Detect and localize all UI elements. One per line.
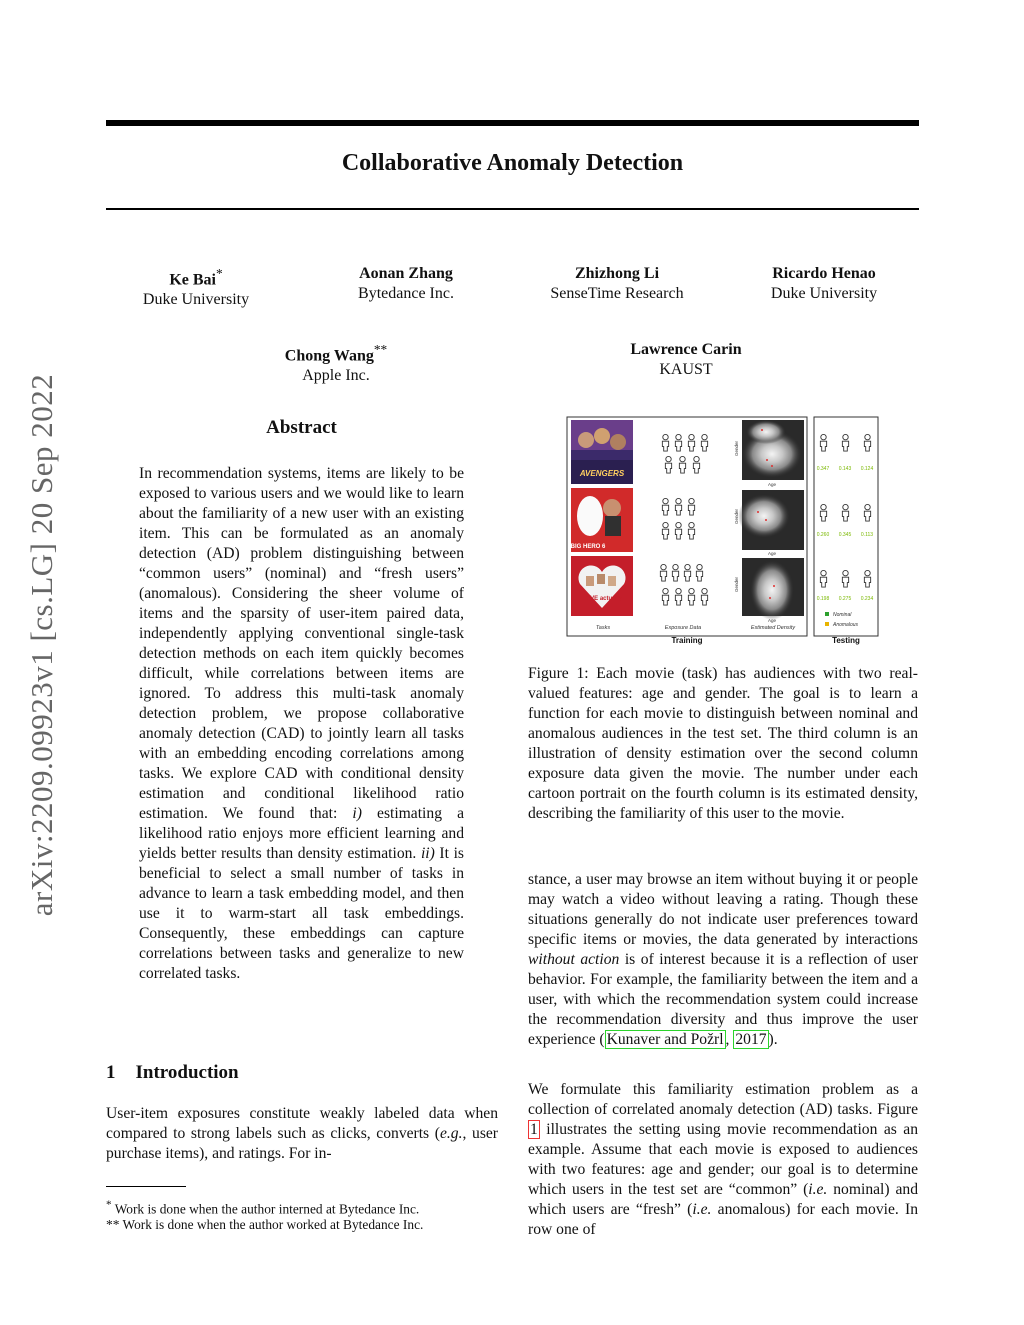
figure-1 [566, 416, 880, 648]
legend-anomalous-swatch [825, 622, 829, 626]
paper-title: Collaborative Anomaly Detection [341, 150, 684, 176]
abstract-marker: i) [352, 805, 362, 822]
author-block [742, 264, 906, 304]
citation-authors[interactable]: Kunaver and Požrl [606, 1031, 724, 1048]
body-text: We formulate this familiarity estimation problem as a collection of correlated anomaly detection (AD) tasks. Figure [528, 1081, 918, 1118]
density-score: 0.345 [838, 532, 852, 538]
title-rule-bottom [106, 208, 919, 210]
intro-text: , user purchase items), and ratings. For in- [106, 1125, 499, 1162]
author-affiliation: Apple Inc. [302, 367, 370, 385]
column-label-tasks: Tasks [595, 625, 611, 631]
testing-frame [814, 417, 878, 636]
figure-1-caption: Figure 1: Each movie (task) has audiences with two real-valued features: age and gender. The goal is to learn a function for each movie to distinguish between nominal and anomalous audiences in the test set. The third column is an illustration of density estimation over the second column exposure data given the movie. The number under each cartoon portrait on the fourth column is its estimated density, describing the familiarity of this user to the movie. [528, 665, 918, 822]
figure-ref-link[interactable]: 1 [530, 1121, 538, 1138]
axis-label-gender: Gender [734, 440, 739, 456]
abstract-marker: ii) [420, 845, 435, 862]
author-name: Zhizhong Li [574, 265, 660, 282]
abstract-text: It is beneficial to select a small number of tasks in advance to learn a task embedding model, and then use it to warm-start all task embeddings. Consequently, these embeddings can capture correlations between tasks and generalize to new correlated tasks. [139, 845, 464, 982]
arxiv-side-identifier [12, 350, 72, 940]
footnote-text: Work is done when the author worked at Bytedance Inc. [122, 1217, 424, 1233]
citation-year[interactable]: 2017 [735, 1031, 767, 1048]
title-rule-top [106, 120, 919, 126]
abstract-body [139, 464, 464, 984]
section-heading-introduction [106, 1062, 466, 1084]
footnote-mark: * [106, 1199, 112, 1211]
body-em: i.e. [808, 1181, 828, 1198]
label-testing: Testing [832, 636, 860, 645]
exposure-people-row-1 [662, 434, 707, 473]
author-affiliation: Bytedance Inc. [358, 285, 454, 302]
testing-people-row-3 [817, 570, 874, 602]
density-score: 0.113 [860, 532, 874, 538]
footnote-text: Work is done when the author interned at Bytedance Inc. [114, 1201, 420, 1217]
axis-label-gender: Gender [734, 508, 739, 524]
author-mark: * [216, 266, 223, 281]
footnote-rule [106, 1186, 186, 1187]
density-plot-2 [734, 490, 804, 556]
author-name: Ke Bai [169, 271, 216, 289]
body-text: is of interest because it is a reflection of user behavior. For example, the familiarity between the item and a user, with which the recommendation system could increase the recommendation diversity and thus improve the user experience ( [528, 951, 918, 1048]
legend-anomalous: Anomalous [833, 622, 859, 628]
testing-people-row-2 [817, 504, 874, 538]
body-text: stance, a user may browse an item without buying it or people may watch a video without leaving a rating. Though these situations generally do not indicate user preferences toward specific items or movies, the data generated by interactions [528, 871, 918, 948]
axis-label-age: Age [767, 482, 777, 487]
author-block [326, 264, 486, 304]
intro-em: e.g. [439, 1125, 463, 1142]
testing-people-row-1 [817, 434, 874, 472]
axis-label-gender: Gender [734, 576, 739, 592]
body-text: ). [768, 1031, 778, 1048]
abstract-text: estimating a likelihood ratio enjoys more efficient learning and yields better results than density estimation. [139, 805, 464, 862]
poster-label: LOVE actually [581, 596, 623, 602]
density-score: 0.143 [838, 466, 852, 472]
body-text: illustrates the setting using movie recommendation as an example. Assume that each movie is exposed to audiences with two features: age and gender; our goal is to determine which users in the test set are “common” ( [528, 1121, 918, 1198]
author-name: Chong Wang [284, 347, 374, 365]
citation-link[interactable] [605, 1030, 726, 1049]
author-name: Ricardo Henao [772, 265, 876, 282]
density-score: 0.260 [816, 532, 830, 538]
author-affiliation: Duke University [142, 291, 250, 309]
author-block [527, 264, 707, 304]
figure-legend [825, 612, 859, 628]
author-affiliation: Duke University [770, 285, 878, 302]
density-score: 0.198 [816, 596, 830, 602]
abstract-heading: Abstract [266, 417, 337, 438]
body-em: i.e. [692, 1201, 712, 1218]
column-label-exposure: Exposure Data [664, 625, 702, 631]
arxiv-id-text: arXiv:2209.09923v1 [cs.LG] 20 Sep 2022 [24, 373, 59, 917]
author-name: Lawrence Carin [630, 341, 742, 358]
legend-nominal-swatch [825, 612, 829, 616]
exposure-people-row-3 [660, 564, 707, 605]
author-mark: ** [373, 342, 388, 357]
poster-avengers [571, 420, 633, 484]
density-score: 0.124 [860, 466, 874, 472]
poster-label: BIG HERO 6 [570, 544, 606, 550]
right-column-paragraph-2 [528, 1080, 918, 1240]
legend-nominal: Nominal [833, 612, 852, 618]
intro-paragraph [106, 1104, 498, 1164]
body-em: without action [528, 951, 620, 968]
section-title: Introduction [135, 1062, 239, 1083]
axis-label-age: Age [767, 618, 777, 623]
density-score: 0.234 [860, 596, 874, 602]
poster-big-hero-6 [571, 488, 633, 552]
poster-love-actually [571, 556, 633, 616]
abstract-text: In recommendation systems, items are likely to be exposed to various users and we would like to learn about the familiarity of a new user with an existing item. This can be formulated as an anomaly detection (AD) problem distinguishing between “common users” (nominal) and “fresh users” (anomalous). Considering the sheer volume of items and the sparsity of user-item paired data, independently applying conventional single-task detection methods on each item quickly becomes difficult, while correlations between items are ignored. To address this multi-task anomaly detection problem, we propose collaborative anomaly detection (CAD) to jointly learn all tasks with an embedding encoding correlations among tasks. We explore CAD with conditional density estimation and conditional likelihood ratio estimation. We found that: [139, 465, 464, 822]
axis-label-age: Age [767, 551, 777, 556]
label-training: Training [671, 636, 703, 645]
footnotes [106, 1197, 506, 1233]
density-plot-3 [734, 558, 804, 623]
author-block [116, 264, 276, 310]
right-column-paragraph-1 [528, 870, 918, 1050]
column-label-density: Estimated Density [750, 625, 796, 631]
author-name: Aonan Zhang [359, 265, 453, 282]
density-score: 0.275 [838, 596, 852, 602]
footnote-mark: ** [106, 1217, 120, 1233]
exposure-people-row-2 [662, 498, 694, 539]
author-affiliation: KAUST [659, 361, 713, 378]
body-text: nominal) and which users are “fresh” ( [528, 1181, 918, 1218]
author-block [596, 340, 776, 380]
density-score: 0.347 [816, 466, 830, 472]
author-affiliation: SenseTime Research [550, 285, 684, 302]
intro-text: User-item exposures constitute weakly labeled data when compared to strong labels such as clicks, converts ( [106, 1105, 498, 1142]
density-plot-1 [734, 420, 804, 487]
section-number: 1 [106, 1062, 116, 1083]
citation-separator: , [725, 1031, 734, 1048]
citation-link[interactable] [733, 1030, 768, 1049]
body-text: anomalous) for each movie. In row one of [528, 1201, 919, 1238]
author-block [256, 340, 416, 386]
poster-label: AVENGERS [579, 469, 625, 478]
